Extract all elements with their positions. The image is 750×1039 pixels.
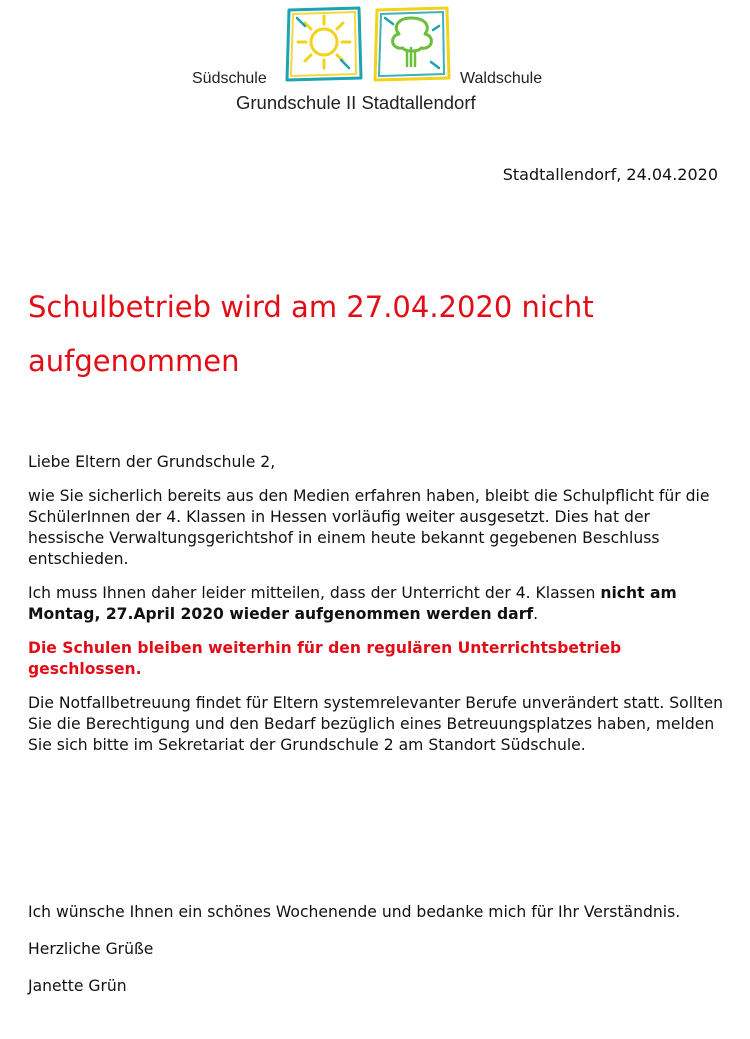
paragraph-2-end: . [533, 605, 539, 623]
school-name-main: Grundschule II Stadtallendorf [236, 92, 476, 113]
closing-greeting: Herzliche Grüße [28, 940, 154, 958]
paragraph-4: Die Notfallbetreuung findet für Eltern systemrelevanter Berufe unverändert statt. Sollten Sie die Berechtigung und den Bedarf bezüglich eines Betreuungsplatzes haben, melden Sie sich bitte im Sekretariat der Grundschule 2 am Standort Südschule. [28, 694, 723, 754]
paragraph-3-notice: Die Schulen bleiben weiterhin für den regulären Unterrichtsbetrieb geschlossen. [28, 639, 622, 678]
letterhead [0, 0, 750, 120]
page-title: Schulbetrieb wird am 27.04.2020 nicht aufgenommen [28, 290, 594, 378]
school-name-right: Waldschule [460, 70, 543, 87]
school-logo [283, 4, 453, 84]
school-name-left: Südschule [192, 70, 267, 87]
paragraph-1: wie Sie sicherlich bereits aus den Medien erfahren haben, bleibt die Schulpflicht für die SchülerInnen der 4. Klassen in Hessen vorläufig weiter ausgesetzt. Dies hat der hessische Verwaltungsgerichtshof in einem heute bekannt gegebenen Beschluss entschieden. [28, 487, 710, 568]
letter-date: Stadtallendorf, 24.04.2020 [502, 165, 718, 184]
letter-body [28, 452, 723, 769]
paragraph-2-bold: nicht am Montag, 27.April 2020 wieder aufgenommen werden darf [28, 584, 677, 623]
paragraph-2 [28, 583, 723, 625]
sun-logo-icon [287, 8, 361, 80]
paragraph-2-start: Ich muss Ihnen daher leider mitteilen, dass der Unterricht der 4. Klassen [28, 584, 601, 602]
tree-logo-icon [375, 8, 449, 80]
salutation: Liebe Eltern der Grundschule 2, [28, 453, 276, 471]
letter-closing [28, 902, 723, 1013]
signature: Janette Grün [28, 977, 127, 995]
closing-wish: Ich wünsche Ihnen ein schönes Wochenende und bedanke mich für Ihr Verständnis. [28, 903, 681, 921]
